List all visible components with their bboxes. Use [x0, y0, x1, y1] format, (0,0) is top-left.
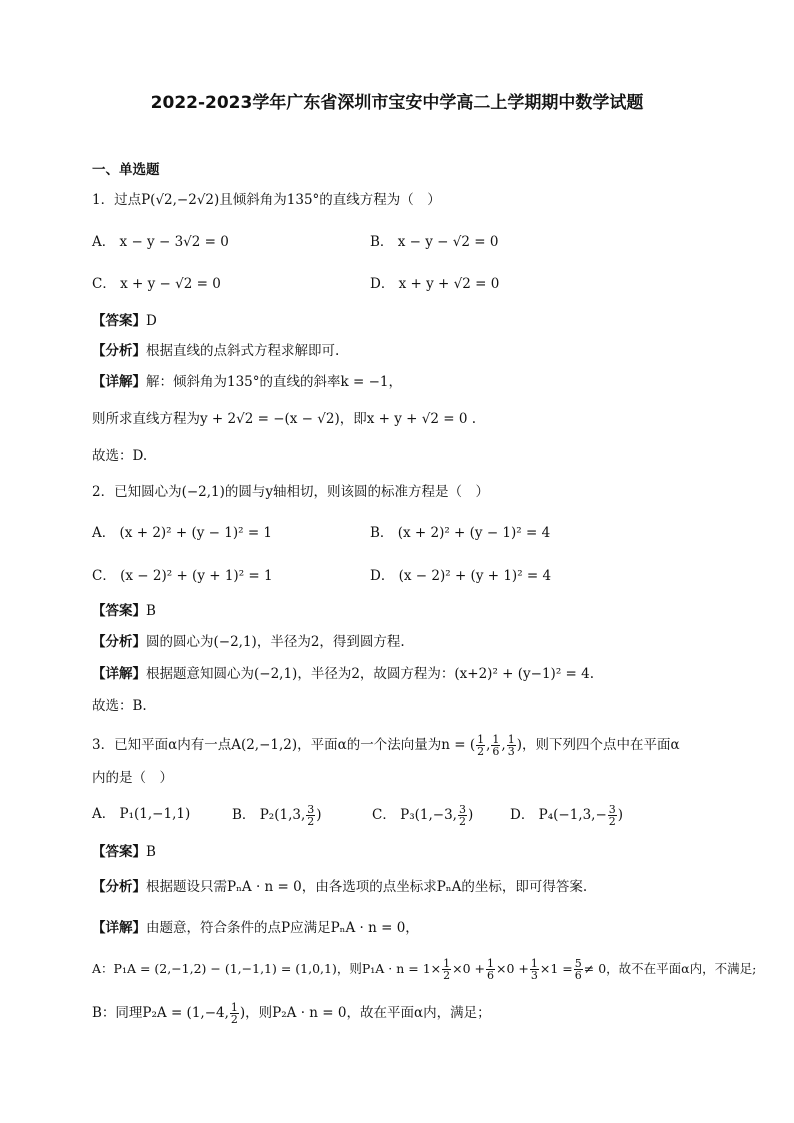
detail-part: ×1 =: [539, 961, 573, 976]
fraction: $\frac{1}{2}$: [230, 1001, 238, 1026]
analysis-tag: 【分析】: [92, 879, 146, 895]
q1-choose: 故选：D.: [92, 448, 148, 464]
q3-option-c: [372, 804, 473, 827]
q3-stem-part1: 3．已知平面α内有一点A(2,−1,2)，平面α的一个法向量为n = (: [92, 737, 476, 753]
fraction: $\frac{1}{6}$: [487, 957, 495, 982]
answer-value: D: [146, 313, 157, 329]
q2-choose: 故选：B.: [92, 698, 147, 714]
q2-option-d: D． (x − 2)² + (y + 1)² = 4: [370, 568, 552, 584]
answer-tag: 【答案】: [92, 313, 146, 329]
paren: ): [617, 807, 624, 823]
fraction: $\frac{1}{2}$: [443, 957, 451, 982]
section-heading: 一、单选题: [92, 162, 160, 178]
q3-option-c-text: C． P₃(1,−3,: [372, 807, 457, 823]
q3-analysis: [92, 877, 587, 897]
q2-answer: [92, 601, 156, 621]
q3-detail-line3: [92, 1002, 491, 1025]
q3-option-d: [510, 804, 623, 827]
paren: ): [467, 807, 474, 823]
detail-text: 解：倾斜角为135°的直线的斜率k = −1，: [146, 374, 402, 390]
q3-detail-line2: A：P₁A = (2,−1,2) − (1,−1,1) = (1,0,1)，则P₁A · n = 1× $\frac{1}{2}$ ×0 + $\frac{1}{6}$ ×0 + $\frac{1}{3}$ ×1 = $\frac{5}{6}$ ≠ 0，故不在平面α内，不满足;: [92, 957, 757, 982]
fraction: $\frac{3}{2}$: [608, 803, 616, 828]
q3-option-b: [232, 804, 322, 827]
detail-part: A：P₁A = (2,−1,2) − (1,−1,1) = (1,0,1)，则P₁A · n = 1×: [92, 961, 442, 976]
detail-part: ≠ 0，故不在平面α内，不满足;: [583, 961, 757, 976]
q1-detail: [92, 372, 402, 392]
q2-detail: [92, 664, 594, 684]
q3-stem-part2: )，则下列四个点中在平面α: [516, 737, 680, 753]
q2-option-c: C． (x − 2)² + (y + 1)² = 1: [92, 568, 273, 584]
fraction: $\frac{3}{2}$: [307, 803, 315, 828]
q3-option-a: A． P₁(1,−1,1): [92, 806, 191, 822]
q1-answer: [92, 311, 157, 331]
q1-option-a: A． x − y − 3√2 = 0: [92, 234, 229, 250]
answer-tag: 【答案】: [92, 603, 146, 619]
q3-stem-line2: 内的是（ ）: [92, 770, 173, 786]
fraction: $\frac{1}{6}$: [492, 733, 500, 758]
fraction: $\frac{1}{3}$: [507, 733, 515, 758]
analysis-text: 根据直线的点斜式方程求解即可.: [146, 343, 340, 359]
q1-analysis: [92, 341, 339, 361]
detail-part: )，则P₂A · n = 0，故在平面α内，满足；: [239, 1005, 491, 1021]
answer-value: B: [146, 844, 156, 860]
analysis-tag: 【分析】: [92, 343, 146, 359]
detail-tag: 【详解】: [92, 920, 146, 936]
fraction: $\frac{5}{6}$: [574, 957, 582, 982]
paren: ): [316, 807, 322, 823]
fraction: $\frac{1}{3}$: [530, 957, 538, 982]
detail-part: ×0 +: [452, 961, 486, 976]
analysis-tag: 【分析】: [92, 634, 146, 650]
fraction: $\frac{3}{2}$: [458, 803, 466, 828]
q3-option-b-text: B． P₂(1,3,: [232, 807, 306, 823]
detail-text: 由题意，符合条件的点P应满足PₙA · n = 0，: [146, 920, 419, 936]
q3-answer: [92, 842, 156, 862]
detail-tag: 【详解】: [92, 374, 146, 390]
detail-part: B：同理P₂A = (1,−4,: [92, 1005, 229, 1021]
q1-option-b: B． x − y − √2 = 0: [370, 234, 499, 250]
q1-option-c: C． x + y − √2 = 0: [92, 276, 221, 292]
q3-detail: [92, 918, 419, 938]
answer-value: B: [146, 603, 156, 619]
q1-option-d: D． x + y + √2 = 0: [370, 276, 500, 292]
analysis-text: 圆的圆心为(−2,1)，半径为2，得到圆方程.: [146, 634, 405, 650]
q3-stem: 3．已知平面α内有一点A(2,−1,2)，平面α的一个法向量为n = ( $\frac{1}{2}$ , $\frac{1}{6}$ , $\frac{1}{3}$ )，则下列四个点中在平面α: [92, 733, 680, 758]
q2-option-a: A． (x + 2)² + (y − 1)² = 1: [92, 525, 273, 541]
detail-tag: 【详解】: [92, 666, 146, 682]
q2-stem: 2．已知圆心为(−2,1)的圆与y轴相切，则该圆的标准方程是（ ）: [92, 484, 490, 500]
page-title: 2022-2023学年广东省深圳市宝安中学高二上学期期中数学试题: [150, 93, 644, 113]
q3-option-d-text: D． P₄(−1,3,−: [510, 807, 607, 823]
q2-analysis: [92, 632, 405, 652]
fraction: $\frac{1}{2}$: [477, 733, 485, 758]
q1-stem: 1．过点P(√2,−2√2)且倾斜角为135°的直线方程为（ ）: [92, 192, 441, 208]
answer-tag: 【答案】: [92, 844, 146, 860]
detail-text: 根据题意知圆心为(−2,1)，半径为2，故圆方程为：(x+2)² + (y−1)² = 4.: [146, 666, 595, 682]
q2-option-b: B． (x + 2)² + (y − 1)² = 4: [370, 525, 551, 541]
analysis-text: 根据题设只需PₙA · n = 0，由各选项的点坐标求PₙA的坐标，即可得答案.: [146, 879, 588, 895]
q1-detail-line2: 则所求直线方程为y + 2√2 = −(x − √2)，即x + y + √2 = 0 .: [92, 411, 477, 427]
